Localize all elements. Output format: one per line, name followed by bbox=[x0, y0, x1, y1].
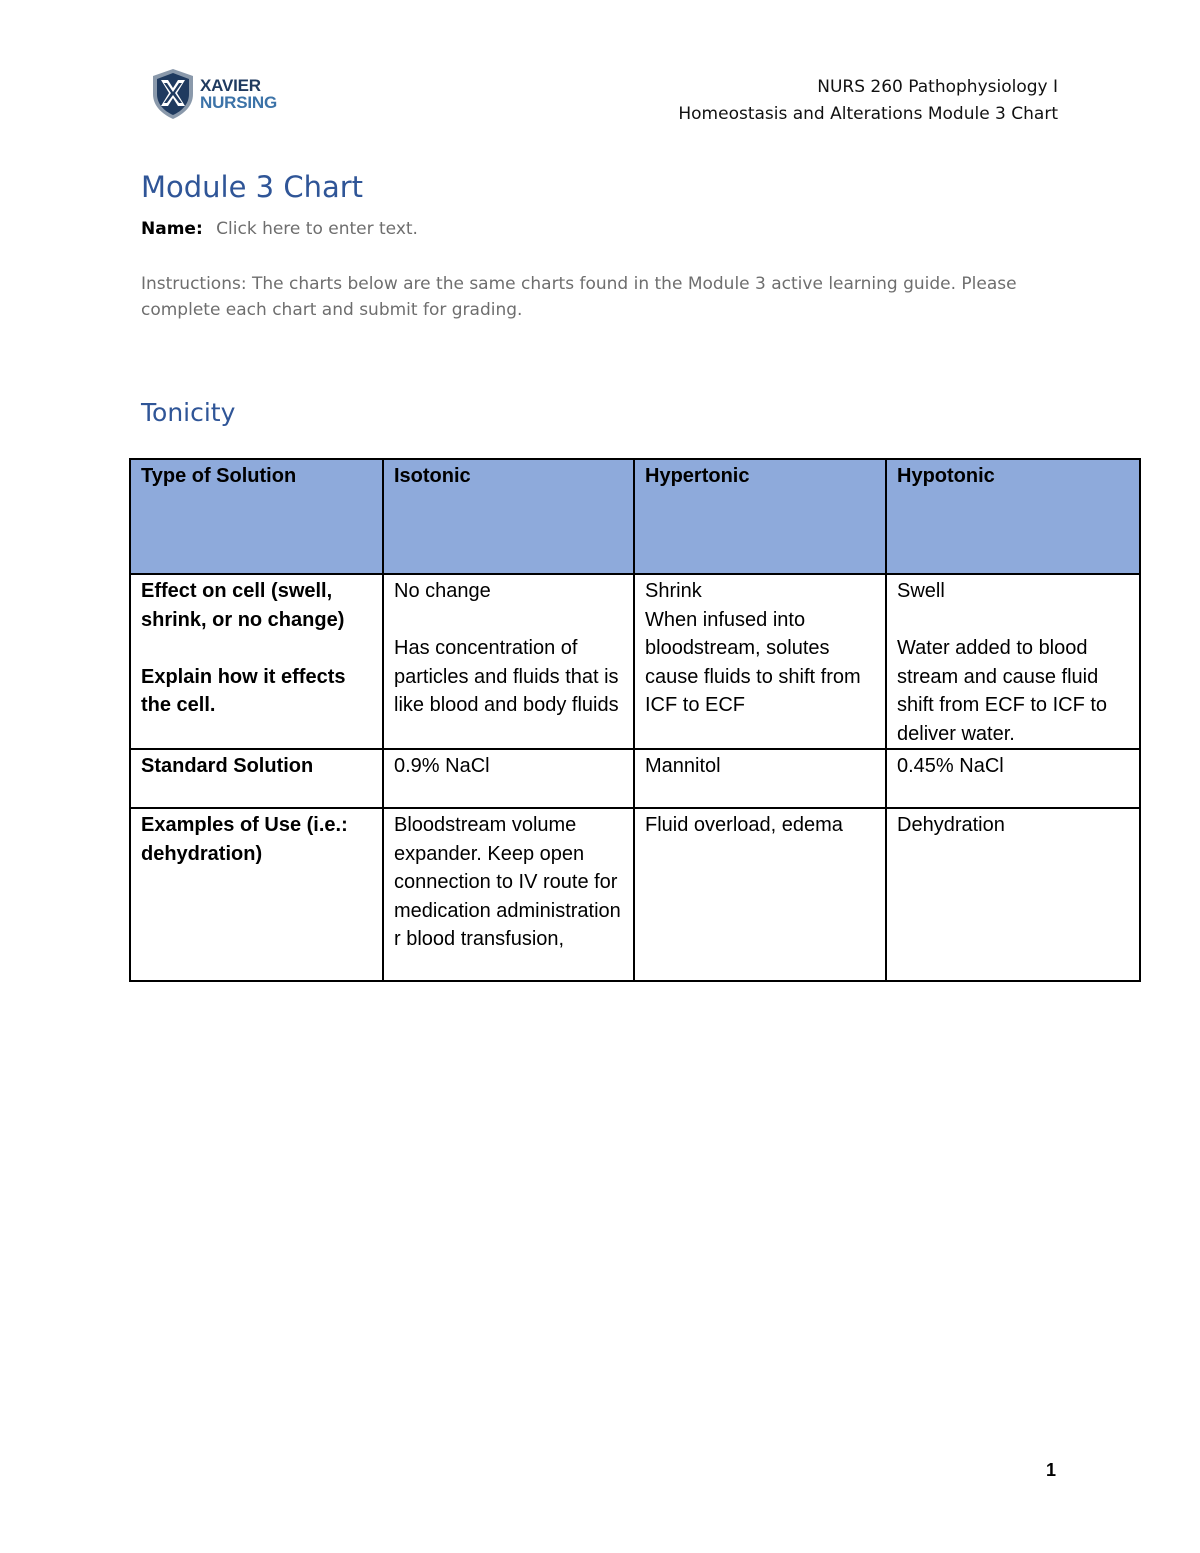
examples-hypotonic[interactable]: Dehydration bbox=[886, 808, 1140, 981]
instructions-text: Instructions: The charts below are the same charts found in the Module 3 active learning guide. Please complete each chart and submit for grading. bbox=[141, 274, 1017, 320]
examples-label: Examples of Use (i.e.: dehydration) bbox=[130, 808, 383, 981]
standard-hypotonic[interactable]: 0.45% NaCl bbox=[886, 749, 1140, 808]
logo-line-nursing: NURSING bbox=[200, 93, 277, 112]
effect-hypotonic-explanation: Water added to blood stream and cause fluid shift from ECF to ICF to deliver water. bbox=[897, 637, 1108, 745]
header-subtitle: Homeostasis and Alterations Module 3 Chart bbox=[678, 104, 1058, 124]
effect-hypotonic-answer: Swell bbox=[897, 580, 945, 602]
standard-hypertonic[interactable]: Mannitol bbox=[634, 749, 886, 808]
effect-label-cell bbox=[130, 574, 383, 749]
logo-line-xavier: XAVIER bbox=[200, 76, 261, 95]
page-number: 1 bbox=[1046, 1460, 1057, 1480]
effect-label: Effect on cell (swell, shrink, or no change) bbox=[141, 580, 345, 631]
header-isotonic: Isotonic bbox=[383, 459, 634, 574]
table-row-standard bbox=[130, 749, 1140, 808]
xavier-nursing-logo bbox=[150, 68, 277, 120]
effect-hypertonic-cell[interactable] bbox=[634, 574, 886, 749]
standard-label: Standard Solution bbox=[130, 749, 383, 808]
examples-hypertonic[interactable]: Fluid overload, edema bbox=[634, 808, 886, 981]
tonicity-table bbox=[129, 458, 1141, 982]
name-row bbox=[141, 219, 418, 239]
standard-isotonic[interactable]: 0.9% NaCl bbox=[383, 749, 634, 808]
name-field[interactable]: Click here to enter text. bbox=[216, 219, 418, 239]
page-title: Module 3 Chart bbox=[141, 170, 364, 204]
table-row-effect bbox=[130, 574, 1140, 749]
header-hypertonic: Hypertonic bbox=[634, 459, 886, 574]
effect-isotonic-cell[interactable] bbox=[383, 574, 634, 749]
document-header bbox=[678, 74, 1058, 128]
section-heading-tonicity: Tonicity bbox=[141, 398, 236, 427]
header-type-of-solution: Type of Solution bbox=[130, 459, 383, 574]
table-header-row bbox=[130, 459, 1140, 574]
table-row-examples bbox=[130, 808, 1140, 981]
effect-isotonic-explanation: Has concentration of particles and fluids that is like blood and body fluids bbox=[394, 637, 619, 716]
effect-explain-label: Explain how it effects the cell. bbox=[141, 665, 346, 716]
effect-hypertonic-answer: Shrink bbox=[645, 580, 702, 602]
header-hypotonic: Hypotonic bbox=[886, 459, 1140, 574]
effect-hypotonic-cell[interactable] bbox=[886, 574, 1140, 749]
logo-wordmark bbox=[200, 77, 277, 111]
name-label: Name: bbox=[141, 219, 203, 239]
effect-isotonic-answer: No change bbox=[394, 580, 491, 602]
examples-isotonic[interactable]: Bloodstream volume expander. Keep open connection to IV route for medication administration r blood transfusion, bbox=[383, 808, 634, 981]
x-shield-icon bbox=[150, 68, 196, 120]
effect-hypertonic-explanation: When infused into bloodstream, solutes cause fluids to shift from ICF to ECF bbox=[645, 608, 861, 716]
course-name: NURS 260 Pathophysiology I bbox=[817, 77, 1058, 97]
